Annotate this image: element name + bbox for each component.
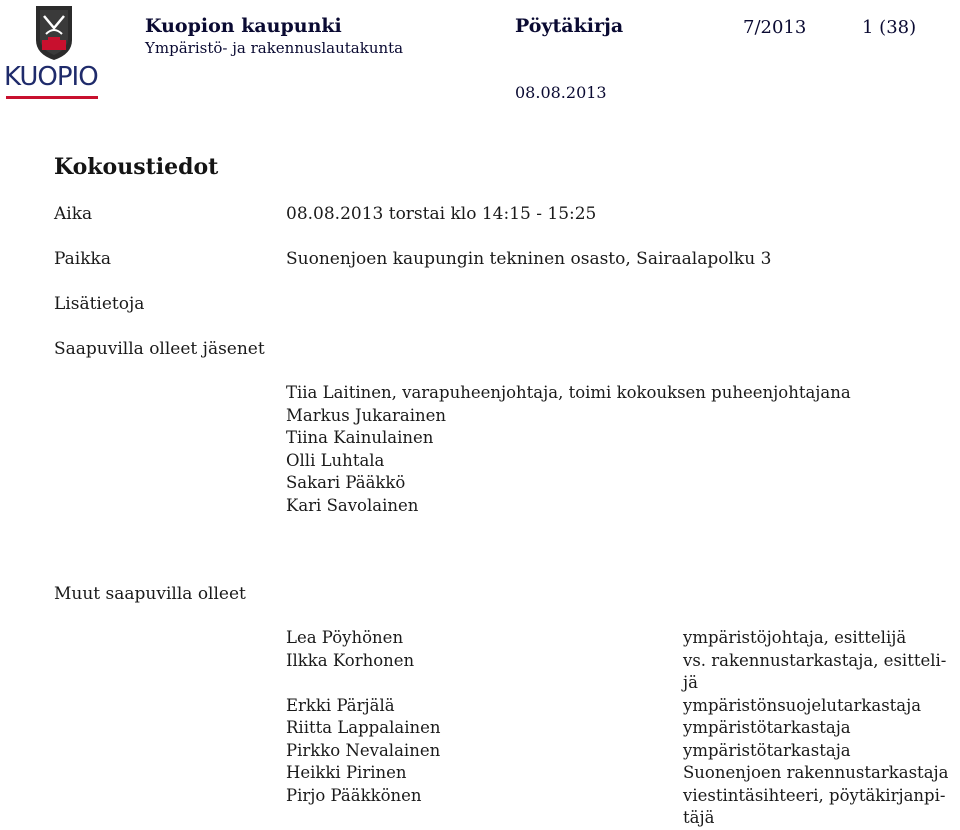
others-roles <box>683 627 948 830</box>
other-name: Ilkka Korhonen <box>286 650 415 670</box>
others-label: Muut saapuvilla olleet <box>54 584 246 604</box>
others-names <box>286 627 441 807</box>
time-value: 08.08.2013 torstai klo 14:15 - 15:25 <box>286 204 597 224</box>
other-role: ympäristötarkastaja <box>683 740 851 760</box>
spacer <box>286 672 441 695</box>
doc-number: 7/2013 <box>743 17 807 38</box>
other-name: Pirjo Pääkkönen <box>286 785 422 805</box>
other-role: ympäristötarkastaja <box>683 718 851 737</box>
doc-type: Pöytäkirja <box>515 15 624 37</box>
other-role: ympäristönsuojelutarkastaja <box>683 695 922 715</box>
logo-wordmark: KUOPIO <box>4 62 98 92</box>
member-item: Olli Luhtala <box>286 450 385 470</box>
other-role-continued: jä <box>683 673 698 692</box>
place-label: Paikka <box>54 249 111 269</box>
other-name: Erkki Pärjälä <box>286 695 395 715</box>
logo-underline <box>6 96 98 99</box>
section-title: Kokoustiedot <box>54 154 219 180</box>
place-value: Suonenjoen kaupungin tekninen osasto, Sairaalapolku 3 <box>286 249 772 269</box>
other-name: Pirkko Nevalainen <box>286 740 441 760</box>
info-label: Lisätietoja <box>54 294 145 314</box>
other-name: Heikki Pirinen <box>286 763 407 782</box>
other-role: viestintäsihteeri, pöytäkirjanpi- <box>683 785 946 805</box>
members-label: Saapuvilla olleet jäsenet <box>54 339 265 359</box>
members-list <box>286 382 851 517</box>
org-name: Kuopion kaupunki <box>145 15 342 37</box>
member-item: Sakari Pääkkö <box>286 473 406 492</box>
department-name: Ympäristö- ja rakennuslautakunta <box>145 39 404 57</box>
other-role: vs. rakennustarkastaja, esitteli- <box>683 650 947 670</box>
coat-of-arms-icon <box>4 4 104 64</box>
other-name: Riitta Lappalainen <box>286 718 441 737</box>
other-role: Suonenjoen rakennustarkastaja <box>683 763 949 782</box>
other-role: ympäristöjohtaja, esittelijä <box>683 628 907 647</box>
member-item: Markus Jukarainen <box>286 405 447 425</box>
time-label: Aika <box>54 204 93 224</box>
other-name: Lea Pöyhönen <box>286 628 404 647</box>
member-item: Kari Savolainen <box>286 495 419 515</box>
page-info: 1 (38) <box>862 17 917 38</box>
member-item: Tiina Kainulainen <box>286 428 434 447</box>
doc-date: 08.08.2013 <box>515 83 607 102</box>
member-item: Tiia Laitinen, varapuheenjohtaja, toimi kokouksen puheenjohtajana <box>286 383 851 402</box>
other-role-continued: täjä <box>683 808 715 827</box>
kuopio-logo <box>4 4 104 96</box>
